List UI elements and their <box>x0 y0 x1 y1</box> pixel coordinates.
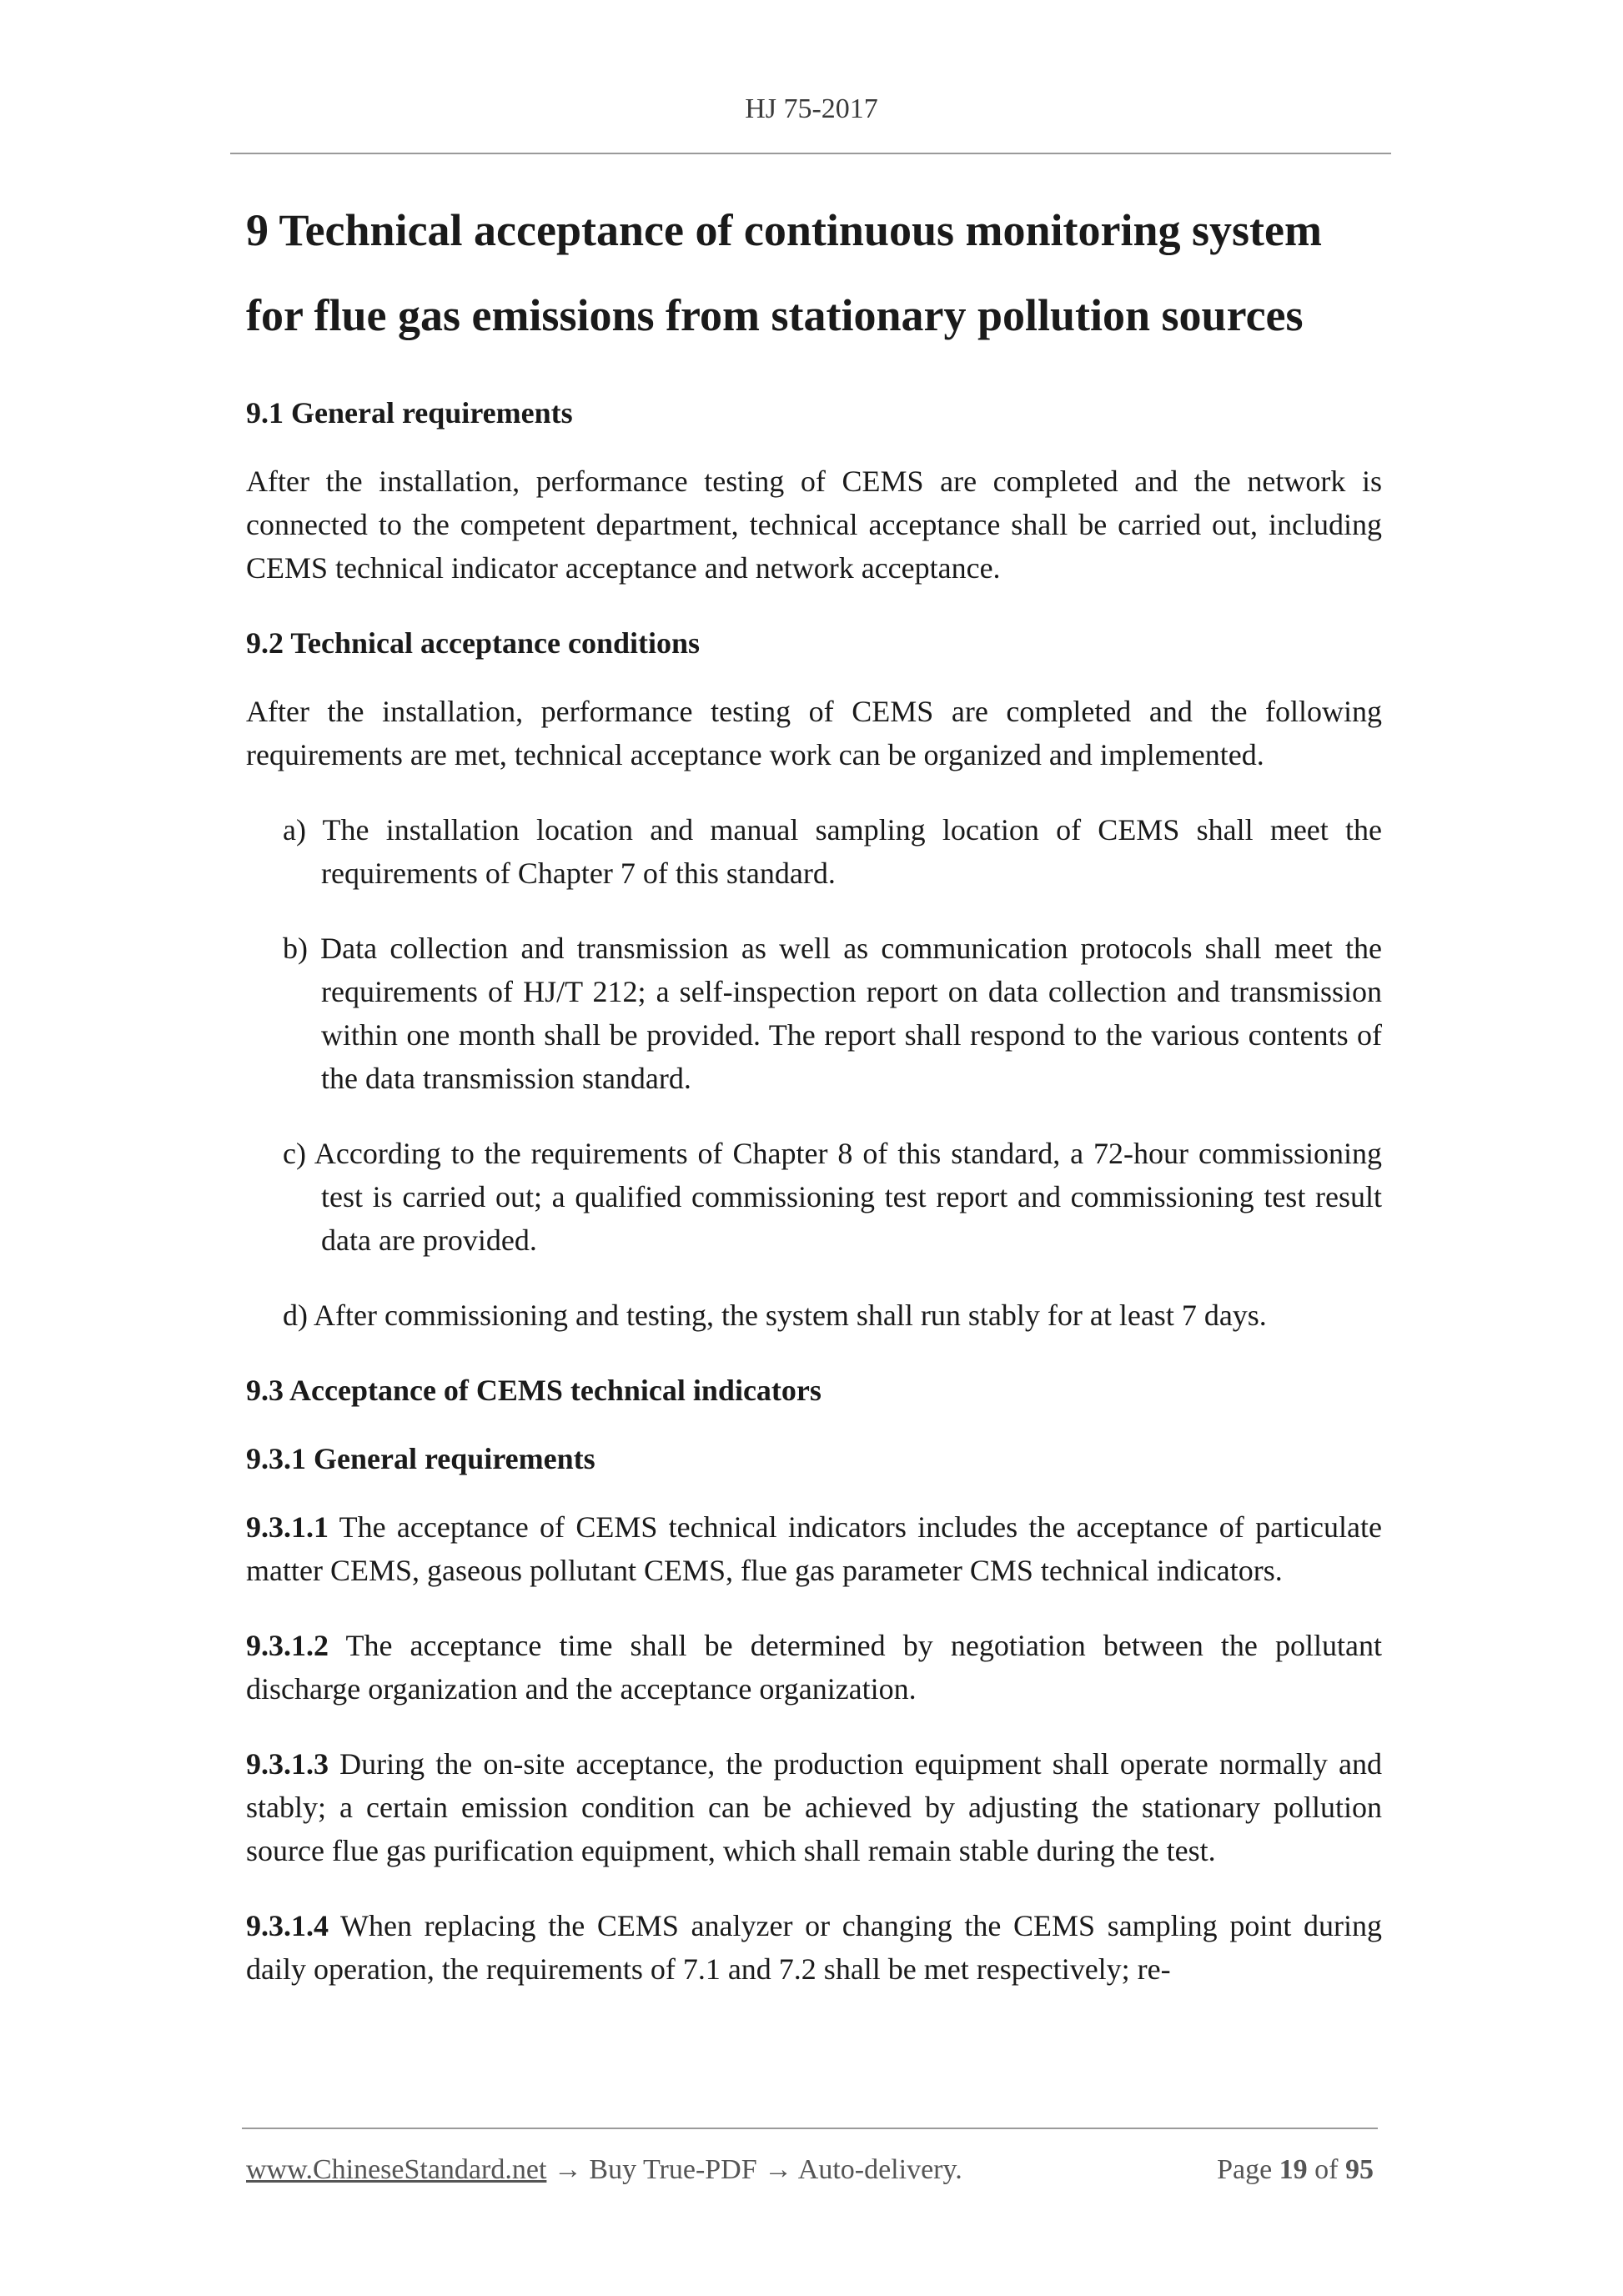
total-pages: 95 <box>1345 2154 1374 2185</box>
clause-text: When replacing the CEMS analyzer or changing the CEMS sampling point during daily operation, the requirements of 7.1 and 7.2 shall be met respectively; re- <box>246 1909 1382 1986</box>
clause-9-3-1-4 <box>246 1904 1382 1991</box>
page-label: Page <box>1217 2154 1273 2185</box>
list-item-c: c) According to the requirements of Chapter 8 of this standard, a 72-hour commissioning test is carried out; a qualified commissioning test report and commissioning test result data are provided. <box>283 1137 1382 1257</box>
clause-9-3-1-2 <box>246 1624 1382 1711</box>
clause-text: During the on-site acceptance, the production equipment shall operate normally and stably; a certain emission condition can be achieved by adjusting the stationary pollution source flue gas purification equipment, which shall remain stable during the test. <box>246 1747 1382 1867</box>
clause-text: The acceptance time shall be determined by negotiation between the pollutant discharge organization and the acceptance organization. <box>246 1629 1382 1706</box>
clause-number: 9.3.1.1 <box>246 1510 329 1544</box>
clause-9-3-1-3 <box>246 1742 1382 1872</box>
page-number <box>1217 2152 1374 2188</box>
clause-text: The acceptance of CEMS technical indicators includes the acceptance of particulate matter CEMS, gaseous pollutant CEMS, flue gas parameter CMS technical indicators. <box>246 1510 1382 1587</box>
section-heading-9-3: 9.3 Acceptance of CEMS technical indicators <box>246 1374 822 1407</box>
list-item-b: b) Data collection and transmission as well as communication protocols shall meet the requirements of HJ/T 212; a self-inspection report on data collection and transmission within one month shall be provided. The report shall respond to the various contents of the data transmission standard. <box>283 932 1382 1095</box>
current-page: 19 <box>1279 2154 1308 2185</box>
section-9-1-paragraph: After the installation, performance testing of CEMS are completed and the network is connected to the competent department, technical acceptance shall be carried out, including CEMS technical indicator acceptance and network acceptance. <box>246 465 1382 585</box>
page-body <box>246 188 1382 2022</box>
header-divider <box>230 153 1391 154</box>
section-heading-9-1: 9.1 General requirements <box>246 396 573 430</box>
footer-divider <box>242 2128 1378 2129</box>
list-item-a: a) The installation location and manual sampling location of CEMS shall meet the requirements of Chapter 7 of this standard. <box>283 813 1382 890</box>
website-link[interactable]: www.ChineseStandard.net <box>246 2154 547 2185</box>
list-item-d: d) After commissioning and testing, the system shall run stably for at least 7 days. <box>283 1299 1267 1332</box>
footer-promo <box>246 2152 962 2188</box>
subsection-heading-9-3-1: 9.3.1 General requirements <box>246 1442 595 1475</box>
clause-number: 9.3.1.4 <box>246 1909 329 1942</box>
section-9-2-intro: After the installation, performance testing of CEMS are completed and the following requirements are met, technical acceptance work can be organized and implemented. <box>246 695 1382 771</box>
clause-number: 9.3.1.3 <box>246 1747 329 1781</box>
page-of-label: of <box>1314 2154 1339 2185</box>
chapter-title: 9 Technical acceptance of continuous monitoring system for flue gas emissions from stationary pollution sources <box>246 205 1322 340</box>
clause-number: 9.3.1.2 <box>246 1629 329 1662</box>
section-heading-9-2: 9.2 Technical acceptance conditions <box>246 626 701 660</box>
clause-9-3-1-1 <box>246 1505 1382 1592</box>
footer-promo-text: → Buy True-PDF → Auto-delivery. <box>546 2154 962 2185</box>
running-header: HJ 75-2017 <box>745 93 878 124</box>
